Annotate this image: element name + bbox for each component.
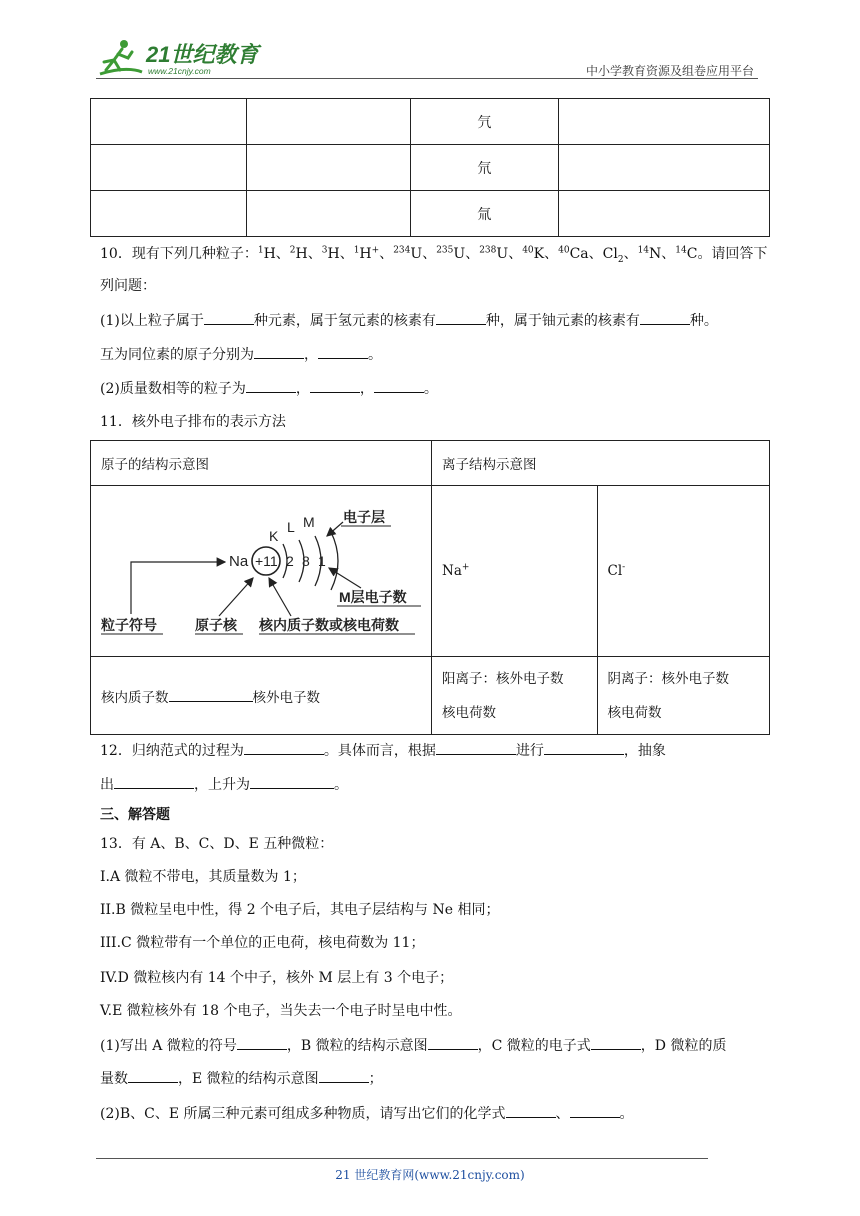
platform-name: 中小学教育资源及组卷应用平台: [585, 64, 754, 78]
answer-blank[interactable]: [374, 378, 424, 393]
answer-blank[interactable]: [250, 774, 334, 789]
svg-text:www.21cnjy.com: www.21cnjy.com: [148, 66, 211, 76]
answer-blank[interactable]: [436, 310, 486, 325]
answer-blank[interactable]: [318, 344, 368, 359]
answer-blank[interactable]: [591, 1035, 641, 1050]
table-row: [91, 99, 770, 145]
answer-blank[interactable]: [506, 1103, 556, 1118]
particle: $^{40}$K: [522, 245, 545, 262]
q10-stem: 10．现有下列几种粒子：$^1$H、$^2$H、$^3$H、$^1$H+、$^{234}$U、$^{235}$U、$^{238}$U、$^{40}$K、$^{40}$Ca、$Cl_2$、$^{14}$N、$^{14}$C。请回答下: [100, 245, 768, 265]
answer-blank[interactable]: [169, 687, 253, 702]
table-cell: 氚: [410, 191, 559, 237]
footer-divider: [96, 1158, 708, 1159]
particle: $^{238}$U: [479, 245, 509, 262]
particle: $^2$H: [289, 245, 308, 262]
svg-text:L: L: [287, 519, 295, 535]
particle: $^1$H: [257, 245, 276, 262]
svg-text:Na: Na: [229, 553, 249, 570]
table-row: [91, 145, 770, 191]
logo: [96, 36, 266, 80]
q10-stem-cont: 列问题：: [100, 278, 156, 294]
svg-text:原子核: 原子核: [195, 617, 237, 633]
header-ion-diagram: 离子结构示意图: [432, 441, 770, 486]
q13-item-iv: IV.D 微粒核内有 14 个中子，核外 M 层上有 3 个电子；: [100, 970, 454, 986]
q13-stem: 13．有 A、B、C、D、E 五种微粒：: [100, 836, 334, 852]
answer-blank[interactable]: [254, 344, 304, 359]
q13-item-ii: II.B 微粒呈电中性，得 2 个电子后，其电子层结构与 Ne 相同；: [100, 902, 500, 918]
q13-item-i: I.A 微粒不带电，其质量数为 1；: [100, 869, 306, 885]
q10-part1: (1)以上粒子属于 种元素，属于氢元素的核素有 种，属于铀元素的核素有 种。: [100, 310, 718, 332]
atom-diagram-cell: [91, 486, 432, 657]
q13-part1-cont: 量数 ，E 微粒的结构示意图 ；: [100, 1068, 383, 1090]
anion-relation-cell: 阴离子：核外电子数 核电荷数: [597, 657, 770, 735]
sodium-ion-cell: Na+: [432, 486, 598, 657]
answer-blank[interactable]: [544, 740, 624, 755]
q13-item-iii: III.C 微粒带有一个单位的正电荷，核电荷数为 11；: [100, 935, 425, 951]
q13-part2: (2)B、C、E 所属三种元素可组成多种物质，请写出它们的化学式 、 。: [100, 1103, 634, 1125]
particle: $Cl_2$: [602, 246, 624, 265]
particle-list: $^1$H、$^2$H、$^3$H、$^1$H+、$^{234}$U、$^{235}$U、$^{238}$U、$^{40}$K、$^{40}$Ca、$Cl_2$、$^{14}$N、$^{14}$C: [257, 245, 698, 265]
svg-text:+11: +11: [255, 553, 278, 569]
answer-blank[interactable]: [436, 740, 516, 755]
answer-blank[interactable]: [570, 1103, 620, 1118]
q12-line2: 出 ，上升为 。: [100, 774, 348, 796]
answer-blank[interactable]: [244, 740, 324, 755]
svg-text:M层电子数: M层电子数: [339, 589, 407, 605]
sodium-atom-diagram: [91, 486, 431, 656]
table-row: [91, 191, 770, 237]
answer-blank[interactable]: [428, 1035, 478, 1050]
answer-blank[interactable]: [204, 310, 254, 325]
svg-text:2: 2: [286, 553, 294, 569]
particle: $^{14}$C: [675, 245, 698, 262]
q10-part1-cont: 互为同位素的原子分别为 ， 。: [100, 344, 382, 366]
answer-blank[interactable]: [114, 774, 194, 789]
svg-text:1: 1: [318, 553, 326, 569]
footer-text: 21 世纪教育网(www.21cnjy.com): [335, 1168, 525, 1182]
q10-part2: (2)质量数相等的粒子为 ， ， 。: [100, 378, 438, 400]
particle: $^{234}$U: [393, 245, 423, 262]
hydrogen-isotope-table: [90, 98, 770, 237]
header-atom-diagram: 原子的结构示意图: [91, 441, 432, 486]
answer-blank[interactable]: [640, 310, 690, 325]
cation-relation-cell: 阳离子：核外电子数 核电荷数: [432, 657, 598, 735]
svg-text:8: 8: [302, 553, 310, 569]
answer-blank[interactable]: [128, 1068, 178, 1083]
chloride-ion-cell: Cl-: [597, 486, 770, 657]
table-cell: 氕: [410, 99, 559, 145]
answer-blank[interactable]: [237, 1035, 287, 1050]
section-heading: 三、解答题: [100, 807, 170, 823]
table-cell: 氘: [410, 145, 559, 191]
svg-text:K: K: [269, 528, 279, 544]
particle: $^{40}$Ca: [558, 245, 589, 262]
particle: $^{14}$N: [637, 245, 662, 262]
answer-blank[interactable]: [310, 378, 360, 393]
answer-blank[interactable]: [246, 378, 296, 393]
atom-relation-cell: 核内质子数 核外电子数: [91, 657, 432, 735]
particle: $^1$H+: [353, 245, 380, 262]
q13-item-v: V.E 微粒核外有 18 个电子，当失去一个电子时呈电中性。: [100, 1003, 462, 1019]
header-divider: [96, 78, 758, 79]
svg-text:21世纪教育: 21世纪教育: [146, 42, 259, 67]
q12-line1: 12．归纳范式的过程为 。具体而言，根据 进行 ，抽象: [100, 740, 666, 762]
q13-part1: (1)写出 A 微粒的符号 ，B 微粒的结构示意图 ，C 微粒的电子式 ，D 微粒的质: [100, 1035, 726, 1057]
electron-config-table: [90, 440, 770, 735]
svg-text:核内质子数或核电荷数: 核内质子数或核电荷数: [259, 617, 399, 633]
particle: $^3$H: [321, 245, 340, 262]
svg-text:M: M: [303, 514, 315, 530]
q11-title: 11．核外电子排布的表示方法: [100, 414, 286, 430]
particle: $^{235}$U: [436, 245, 466, 262]
svg-text:电子层: 电子层: [343, 509, 385, 525]
answer-blank[interactable]: [319, 1068, 369, 1083]
svg-text:粒子符号: 粒子符号: [101, 617, 157, 633]
logo-runner-icon: [96, 36, 266, 80]
